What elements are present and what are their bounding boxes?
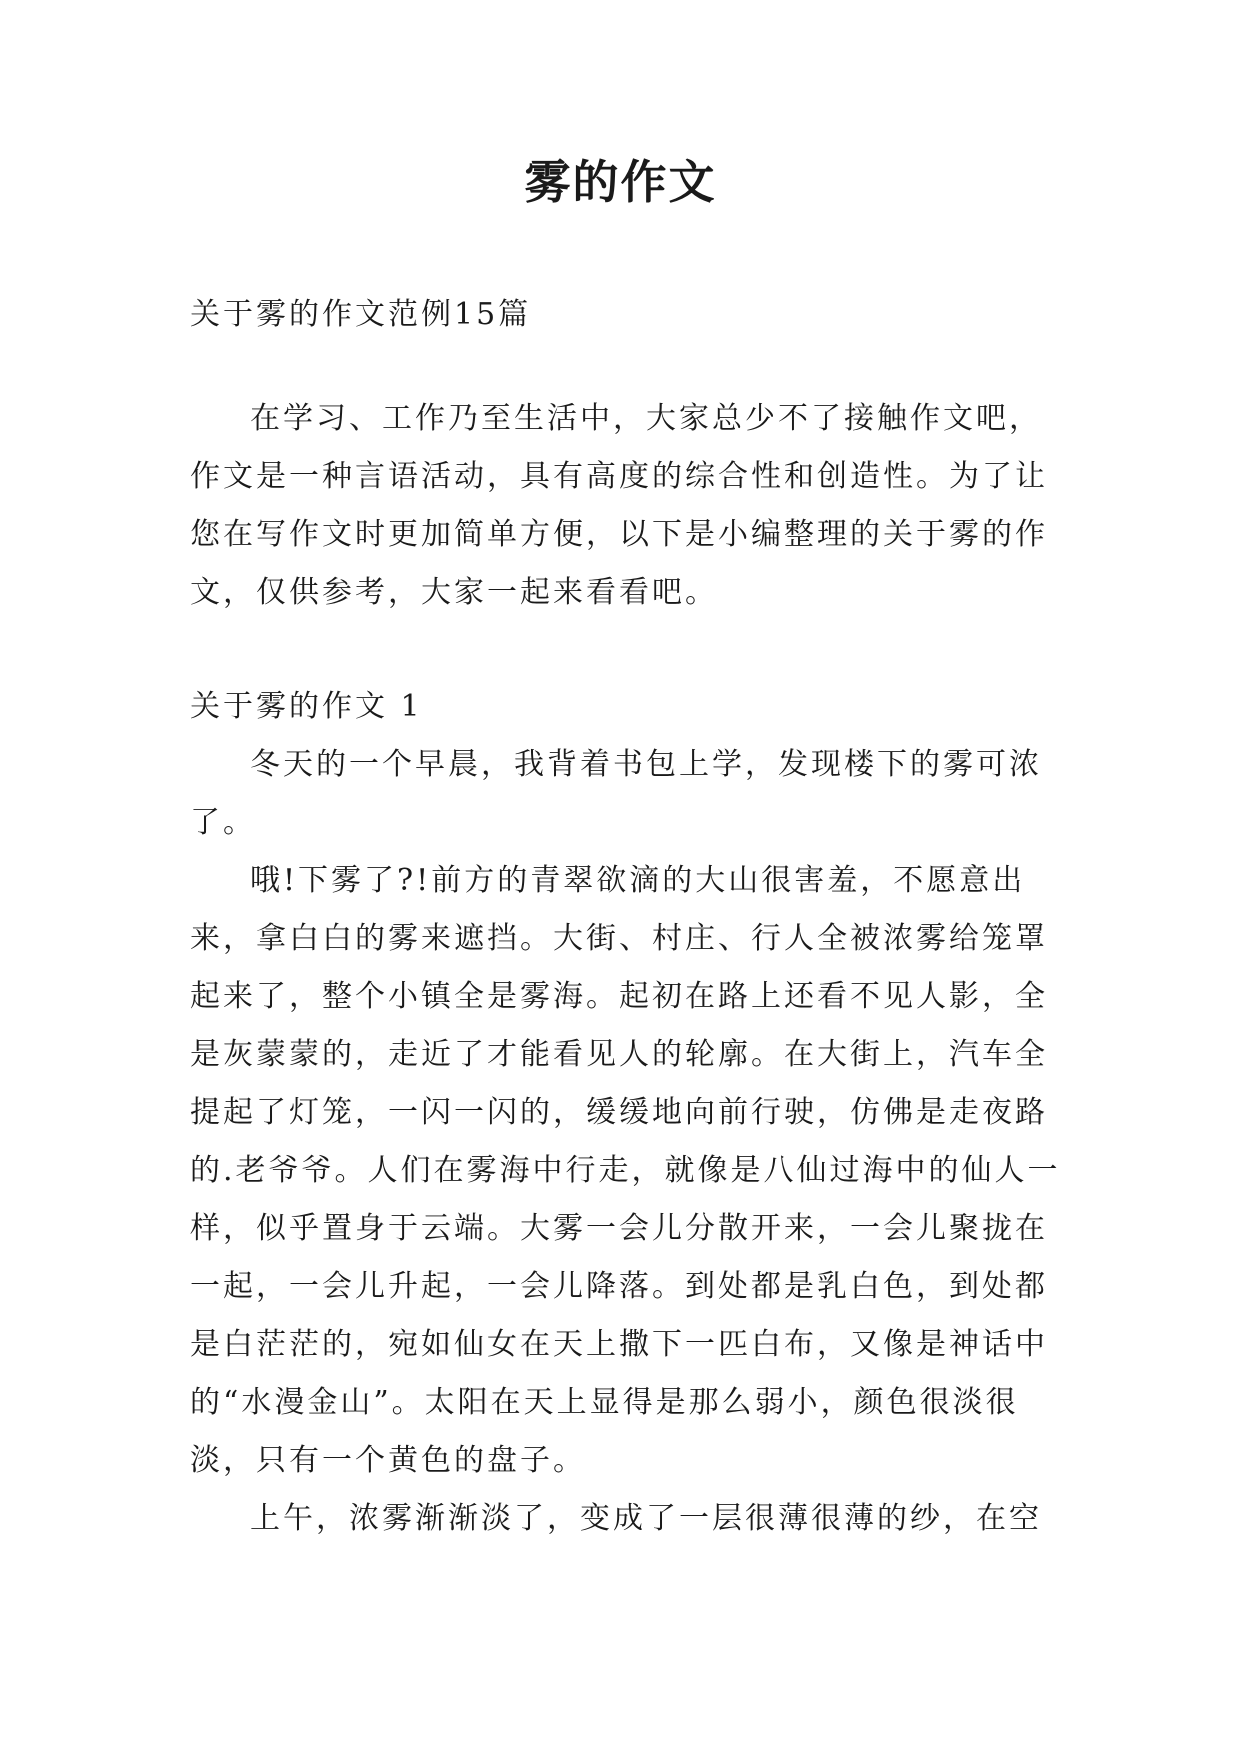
section-heading: 关于雾的作文 1 xyxy=(190,689,423,724)
document-body xyxy=(190,286,1070,1548)
body-paragraph: 哦!下雾了?!前方的青翠欲滴的大山很害羞，不愿意出来，拿白白的雾来遮挡。大街、村庄、行人全被浓雾给笼罩起来了，整个小镇全是雾海。起初在路上还看不见人影，全是灰蒙蒙的，走近了才能看见人的轮廓。在大街上，汽车全提起了灯笼，一闪一闪的，缓缓地向前行驶，仿佛是走夜路的.老爷爷。人们在雾海中行走，就像是八仙过海中的仙人一样，似乎置身于云端。大雾一会儿分散开来，一会儿聚拢在一起，一会儿升起，一会儿降落。到处都是乳白色，到处都是白茫茫的，宛如仙女在天上撒下一匹白布，又像是神话中的“水漫金山”。太阳在天上显得是那么弱小，颜色很淡很淡，只有一个黄色的盘子。 xyxy=(190,863,1061,1478)
spacer xyxy=(190,622,1070,678)
body-paragraph: 冬天的一个早晨，我背着书包上学，发现楼下的雾可浓了。 xyxy=(190,747,1042,840)
document-subtitle: 关于雾的作文范例15篇 xyxy=(190,297,532,332)
document-title: 雾的作文 xyxy=(524,155,717,209)
spacer xyxy=(190,344,1070,390)
body-paragraph: 上午，浓雾渐渐淡了，变成了一层很薄很薄的纱，在空 xyxy=(250,1501,1042,1536)
intro-paragraph: 在学习、工作乃至生活中，大家总少不了接触作文吧，作文是一种言语活动，具有高度的综合性和创造性。为了让您在写作文时更加简单方便，以下是小编整理的关于雾的作文，仅供参考，大家一起来看看吧。 xyxy=(190,401,1048,610)
